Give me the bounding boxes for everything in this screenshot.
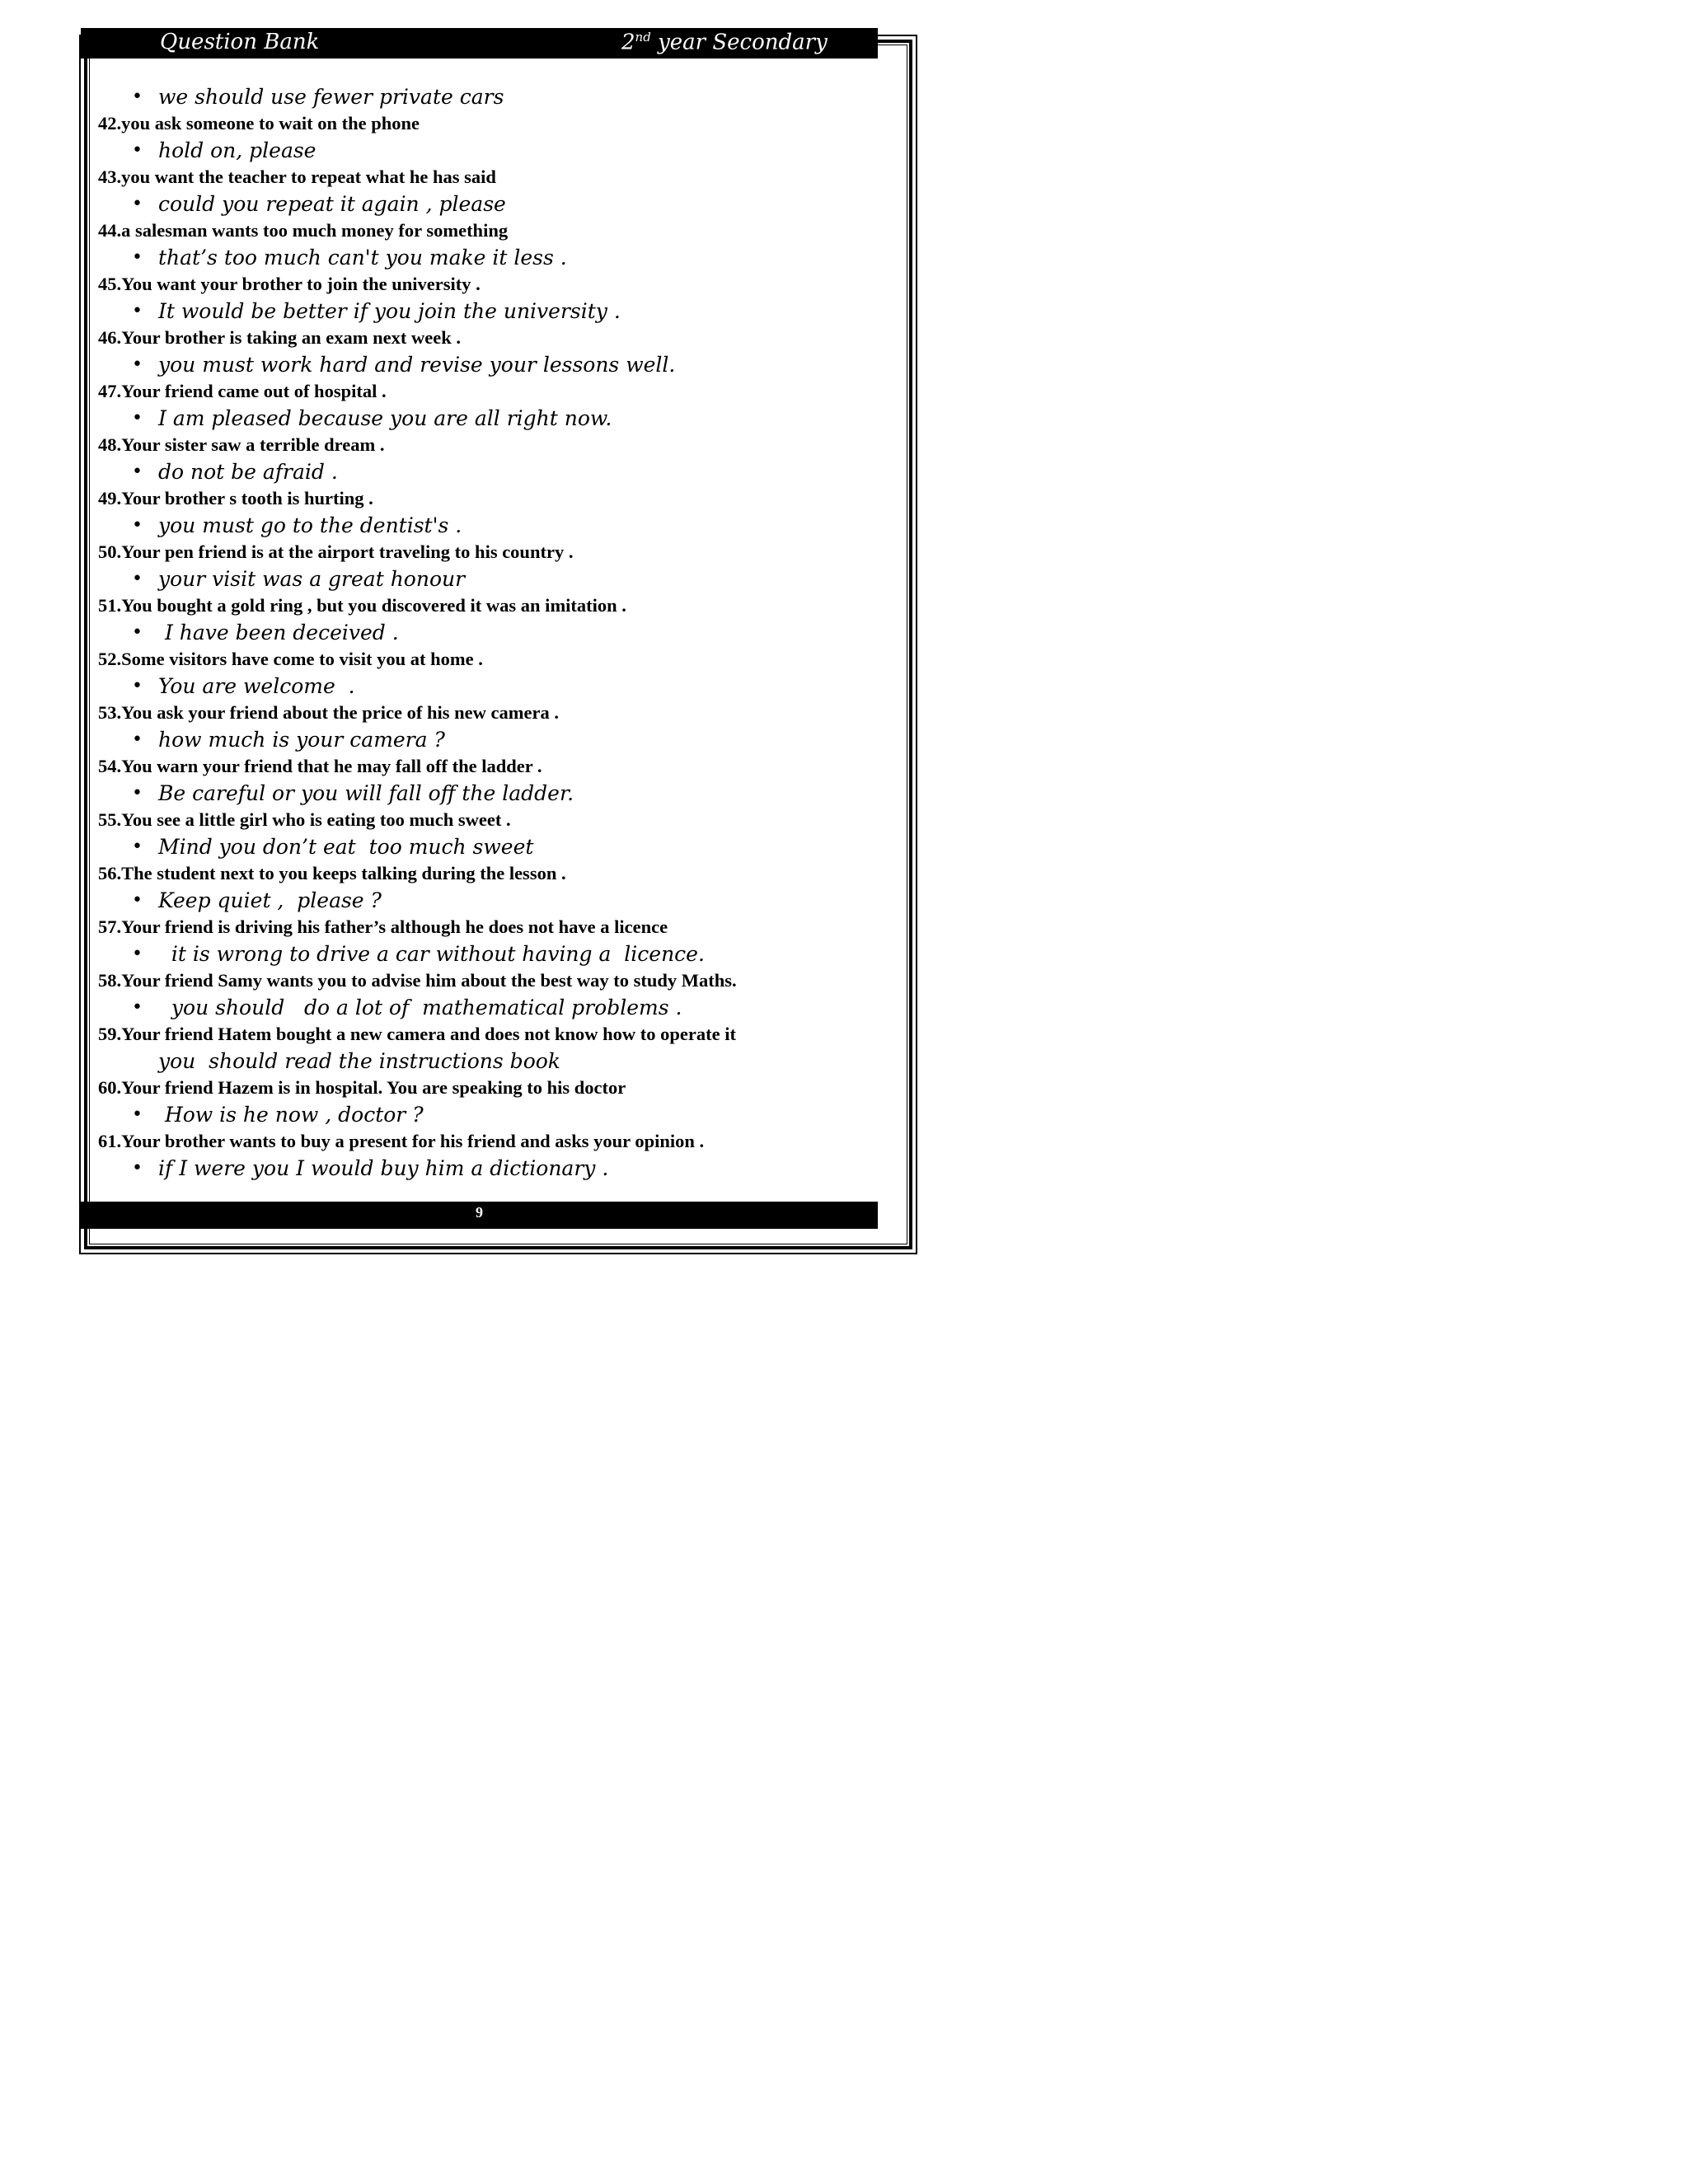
question-item: 59.Your friend Hatem bought a new camera and does not know how to operate it bbox=[98, 1024, 736, 1044]
bullet-icon: • bbox=[132, 247, 143, 268]
question-item: 46.Your brother is taking an exam next week . bbox=[98, 327, 462, 348]
question-item: 53.You ask your friend about the price of his new camera . bbox=[98, 702, 559, 723]
question-item: 50.Your pen friend is at the airport traveling to his country . bbox=[98, 541, 574, 562]
bullet-icon: • bbox=[132, 676, 143, 696]
question-item: 49.Your brother s tooth is hurting . bbox=[98, 488, 373, 509]
answer-item bbox=[98, 136, 889, 165]
answer-text: Be careful or you will fall off the ladder. bbox=[158, 781, 574, 805]
bullet-icon: • bbox=[132, 997, 143, 1018]
answer-text: that’s too much can't you make it less . bbox=[158, 246, 567, 269]
answer-item bbox=[98, 1100, 889, 1129]
bullet-icon: • bbox=[132, 890, 143, 911]
bullet-icon: • bbox=[132, 569, 143, 589]
answer-text: hold on, please bbox=[158, 138, 316, 162]
page-number: 9 bbox=[476, 1204, 483, 1221]
answer-item bbox=[98, 457, 889, 486]
question-item: 45.You want your brother to join the university . bbox=[98, 274, 481, 294]
footer-bar bbox=[81, 1202, 878, 1229]
answer-text: could you repeat it again , please bbox=[158, 192, 506, 216]
answer-text: Keep quiet , please ? bbox=[158, 888, 382, 912]
bullet-icon: • bbox=[132, 729, 143, 750]
bullet-icon: • bbox=[132, 301, 143, 321]
question-item: 42.you ask someone to wait on the phone bbox=[98, 113, 420, 134]
question-item: 48.Your sister saw a terrible dream . bbox=[98, 434, 385, 455]
answer-item bbox=[98, 725, 889, 754]
answer-text: Mind you don’t eat too much sweet bbox=[158, 835, 534, 859]
bullet-icon: • bbox=[132, 515, 143, 536]
answer-text: it is wrong to drive a car without having a licence. bbox=[158, 942, 705, 966]
bullet-icon: • bbox=[132, 1158, 143, 1179]
answer-text: your visit was a great honour bbox=[158, 567, 466, 591]
question-item: 44.a salesman wants too much money for something bbox=[98, 220, 509, 241]
question-item: 58.Your friend Samy wants you to advise him about the best way to study Maths. bbox=[98, 970, 737, 991]
answer-item bbox=[98, 779, 889, 808]
question-item: 54.You warn your friend that he may fall off the ladder . bbox=[98, 756, 542, 776]
bullet-icon: • bbox=[132, 783, 143, 804]
answer-item bbox=[98, 832, 889, 861]
bullet-icon: • bbox=[132, 622, 143, 643]
answer-text: I am pleased because you are all right now. bbox=[158, 406, 612, 430]
answer-item bbox=[98, 511, 889, 540]
question-item: 60.Your friend Hazem is in hospital. You are speaking to his doctor bbox=[98, 1077, 626, 1098]
question-item: 56.The student next to you keeps talking during the lesson . bbox=[98, 863, 566, 883]
answer-item bbox=[98, 1047, 889, 1076]
bullet-icon: • bbox=[132, 87, 143, 107]
answer-item bbox=[98, 243, 889, 272]
answer-text: do not be afraid . bbox=[158, 460, 338, 484]
answer-item bbox=[98, 82, 889, 111]
bullet-icon: • bbox=[132, 194, 143, 214]
answer-item bbox=[98, 1154, 889, 1183]
question-item: 61.Your brother wants to buy a present for his friend and asks your opinion . bbox=[98, 1131, 705, 1151]
answer-text: how much is your camera ? bbox=[158, 728, 445, 752]
answer-text: I have been deceived . bbox=[158, 621, 399, 644]
answer-item bbox=[98, 565, 889, 593]
bullet-icon: • bbox=[132, 140, 143, 161]
bullet-icon: • bbox=[132, 944, 143, 964]
question-item: 55.You see a little girl who is eating too much sweet . bbox=[98, 809, 511, 830]
bullet-icon: • bbox=[132, 1104, 143, 1125]
answer-text: It would be better if you join the university . bbox=[158, 299, 621, 323]
answer-item bbox=[98, 993, 889, 1022]
question-list bbox=[98, 82, 889, 1183]
bullet-icon: • bbox=[132, 462, 143, 482]
answer-item bbox=[98, 404, 889, 433]
answer-text: How is he now , doctor ? bbox=[158, 1103, 424, 1127]
bullet-icon: • bbox=[132, 837, 143, 857]
answer-text: you must go to the dentist's . bbox=[158, 513, 462, 537]
answer-item bbox=[98, 190, 889, 218]
bullet-icon: • bbox=[132, 354, 143, 375]
header-title-right: 2nd year Secondary bbox=[621, 30, 828, 55]
answer-item bbox=[98, 350, 889, 379]
question-item: 47.Your friend came out of hospital . bbox=[98, 381, 387, 401]
answer-text: if I were you I would buy him a dictionary . bbox=[158, 1156, 609, 1180]
answer-item bbox=[98, 886, 889, 915]
answer-text: we should use fewer private cars bbox=[158, 85, 504, 109]
question-item: 51.You bought a gold ring , but you discovered it was an imitation . bbox=[98, 595, 626, 616]
answer-item bbox=[98, 297, 889, 326]
answer-item bbox=[98, 672, 889, 701]
answer-text: you should do a lot of mathematical problems . bbox=[158, 996, 682, 1019]
header-title-left: Question Bank bbox=[160, 30, 320, 54]
answer-item bbox=[98, 940, 889, 968]
question-item: 57.Your friend is driving his father’s although he does not have a licence bbox=[98, 916, 668, 937]
bullet-icon: • bbox=[132, 408, 143, 429]
answer-text: you should read the instructions book bbox=[158, 1049, 560, 1073]
question-item: 43.you want the teacher to repeat what he has said bbox=[98, 166, 496, 187]
answer-text: you must work hard and revise your lessons well. bbox=[158, 353, 676, 377]
question-item: 52.Some visitors have come to visit you at home . bbox=[98, 649, 483, 669]
header-bar bbox=[81, 28, 878, 59]
answer-item bbox=[98, 618, 889, 647]
answer-text: You are welcome . bbox=[158, 674, 355, 698]
